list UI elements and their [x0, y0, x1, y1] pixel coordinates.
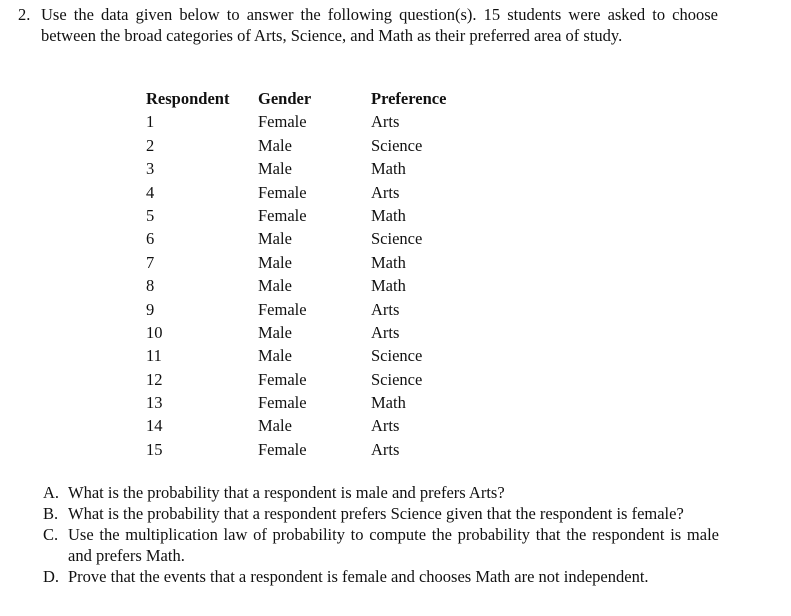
gender-cell: Female — [258, 205, 307, 225]
preference-cell: Science — [371, 369, 423, 389]
respondent-cell: 11 — [146, 346, 162, 366]
gender-cell: Female — [258, 369, 307, 389]
preference-cell: Science — [371, 135, 423, 155]
header-respondent: Respondent — [146, 89, 230, 108]
gender-cell: Female — [258, 393, 307, 413]
respondent-cell: 7 — [146, 252, 155, 272]
respondent-cell: 5 — [146, 205, 155, 225]
preference-cell: Science — [371, 229, 423, 249]
table-row — [146, 158, 491, 181]
table-row — [146, 228, 491, 251]
respondent-cell: 4 — [146, 182, 155, 202]
sub-question-text: What is the probability that a respondent is male and prefers Arts? — [68, 483, 505, 502]
respondent-cell: 9 — [146, 299, 155, 319]
gender-cell: Female — [258, 299, 307, 319]
table-row — [146, 439, 491, 462]
respondent-cell: 10 — [146, 322, 163, 342]
table-row — [146, 322, 491, 345]
sub-question-text: Prove that the events that a respondent is female and chooses Math are not independent. — [68, 567, 649, 586]
respondent-cell: 8 — [146, 276, 155, 296]
gender-cell: Female — [258, 112, 307, 132]
sub-question-list — [43, 482, 719, 587]
gender-cell: Male — [258, 416, 292, 436]
preference-cell: Arts — [371, 416, 400, 436]
sub-question — [43, 482, 719, 503]
data-table — [146, 88, 491, 462]
sub-question-text: Use the multiplication law of probability to compute the probability that the respondent is male and prefers Math. — [68, 525, 719, 565]
preference-cell: Arts — [371, 322, 400, 342]
question-number: 2. — [18, 5, 31, 24]
preference-cell: Math — [371, 393, 406, 413]
sub-question-letter: B. — [43, 504, 59, 523]
respondent-cell: 1 — [146, 112, 155, 132]
table-header-row — [146, 88, 491, 111]
sub-question — [43, 566, 719, 587]
table-row — [146, 252, 491, 275]
table-row — [146, 182, 491, 205]
question-text: Use the data given below to answer the following question(s). 15 students were asked to choose between the broad categories of Arts, Science, and Math as their preferred area of study. — [41, 5, 718, 45]
preference-cell: Arts — [371, 182, 400, 202]
gender-cell: Male — [258, 252, 292, 272]
table-row — [146, 275, 491, 298]
gender-cell: Male — [258, 276, 292, 296]
header-gender: Gender — [258, 89, 312, 108]
respondent-cell: 13 — [146, 393, 163, 413]
sub-question — [43, 524, 719, 566]
preference-cell: Math — [371, 205, 406, 225]
respondent-cell: 12 — [146, 369, 163, 389]
gender-cell: Male — [258, 229, 292, 249]
respondent-cell: 3 — [146, 159, 155, 179]
preference-cell: Science — [371, 346, 423, 366]
respondent-cell: 2 — [146, 135, 155, 155]
table-row — [146, 135, 491, 158]
table-row — [146, 369, 491, 392]
table-row — [146, 392, 491, 415]
table-row — [146, 299, 491, 322]
header-preference: Preference — [371, 89, 447, 108]
gender-cell: Female — [258, 439, 307, 459]
preference-cell: Arts — [371, 299, 400, 319]
table-row — [146, 345, 491, 368]
gender-cell: Male — [258, 322, 292, 342]
sub-question-letter: D. — [43, 567, 60, 586]
respondent-cell: 15 — [146, 439, 163, 459]
preference-cell: Arts — [371, 112, 400, 132]
question-block — [18, 4, 718, 46]
sub-question-text: What is the probability that a respondent prefers Science given that the respondent is female? — [68, 504, 684, 523]
respondent-cell: 14 — [146, 416, 163, 436]
gender-cell: Male — [258, 159, 292, 179]
gender-cell: Female — [258, 182, 307, 202]
preference-cell: Math — [371, 252, 406, 272]
gender-cell: Male — [258, 135, 292, 155]
gender-cell: Male — [258, 346, 292, 366]
preference-cell: Math — [371, 276, 406, 296]
table-body — [146, 111, 491, 462]
sub-question-letter: C. — [43, 525, 59, 544]
respondent-cell: 6 — [146, 229, 155, 249]
preference-cell: Arts — [371, 439, 400, 459]
sub-question-letter: A. — [43, 483, 60, 502]
preference-cell: Math — [371, 159, 406, 179]
sub-question — [43, 503, 719, 524]
table-row — [146, 111, 491, 134]
table-row — [146, 415, 491, 438]
table-row — [146, 205, 491, 228]
